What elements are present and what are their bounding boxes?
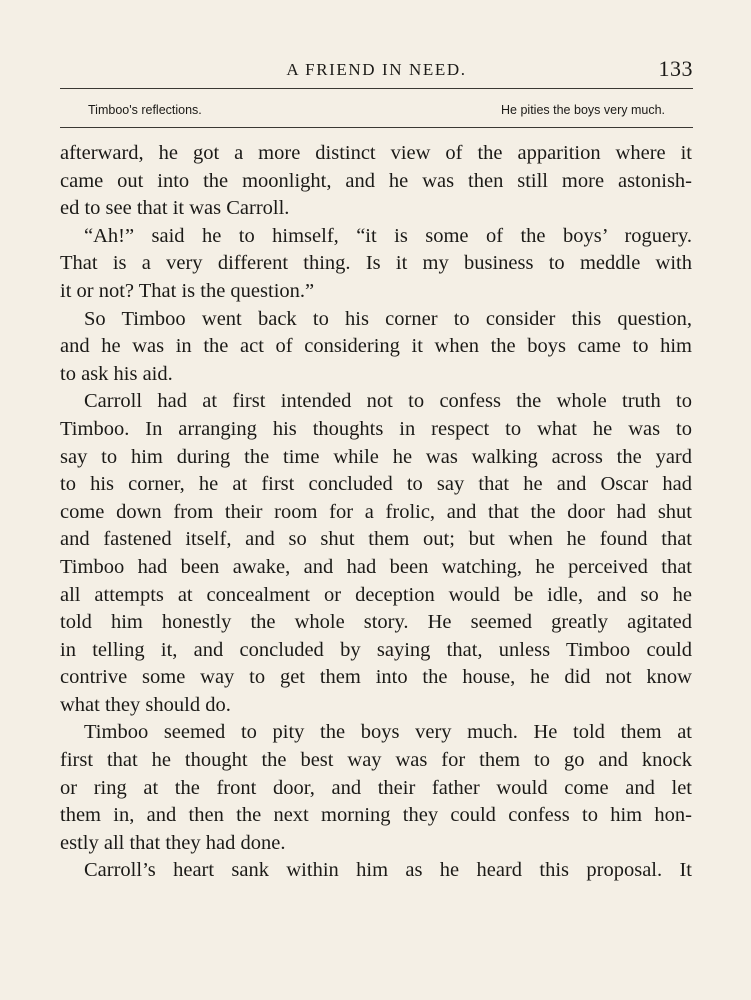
text-line: afterward, he got a more distinct view of the apparition where it [60, 142, 692, 164]
text-line: or ring at the front door, and their father would come and let [60, 776, 692, 799]
running-head [60, 56, 693, 84]
text-line: it or not? That is the question.” [60, 279, 315, 302]
body-text [60, 140, 692, 885]
text-line: first that he thought the best way was for them to go and knock [60, 749, 692, 772]
text-line: and fastened itself, and so shut them out; but when he found that [60, 528, 692, 551]
text-line: told him honestly the whole story. He seemed greatly agitated [60, 611, 692, 634]
page-number: 133 [658, 56, 693, 81]
text-line: and he was in the act of considering it when the boys came to him [60, 335, 692, 358]
text-line: That is a very different thing. Is it my business to meddle with [60, 252, 692, 275]
text-line: come down from their room for a frolic, and that the door had shut [60, 500, 692, 523]
text-line: say to him during the time while he was walking across the yard [60, 445, 692, 468]
text-line: Timboo. In arranging his thoughts in respect to what he was to [60, 417, 692, 440]
text-line: Timboo had been awake, and had been watching, he perceived that [60, 555, 692, 578]
text-line: Carroll’s heart sank within him as he heard this proposal. It [84, 859, 692, 882]
header-rule-bottom [60, 127, 693, 128]
text-line: what they should do. [60, 693, 231, 716]
subhead-right: He pities the boys very much. [501, 103, 665, 117]
text-line: all attempts at concealment or deception would be idle, and so he [60, 583, 692, 606]
text-line: So Timboo went back to his corner to consider this question, [84, 307, 692, 330]
running-title: A FRIEND IN NEED. [286, 60, 467, 79]
text-line: “Ah!” said he to himself, “it is some of the boys’ roguery. [84, 224, 692, 247]
text-line: ed to see that it was Carroll. [60, 197, 290, 220]
text-line: Carroll had at first intended not to confess the whole truth to [84, 390, 692, 413]
header-rule-top [60, 88, 693, 89]
text-line: came out into the moonlight, and he was then still more astonish- [60, 169, 692, 192]
subhead-left: Timboo's reflections. [88, 103, 202, 117]
text-line: estly all that they had done. [60, 831, 286, 854]
text-line: to ask his aid. [60, 362, 173, 385]
text-line: them in, and then the next morning they could confess to him hon- [60, 804, 692, 827]
text-line: Timboo seemed to pity the boys very much. He told them at [84, 721, 692, 744]
text-line: to his corner, he at first concluded to say that he and Oscar had [60, 473, 692, 496]
text-line: contrive some way to get them into the house, he did not know [60, 666, 692, 689]
marginal-subheads [88, 103, 665, 121]
text-line: in telling it, and concluded by saying that, unless Timboo could [60, 638, 692, 661]
